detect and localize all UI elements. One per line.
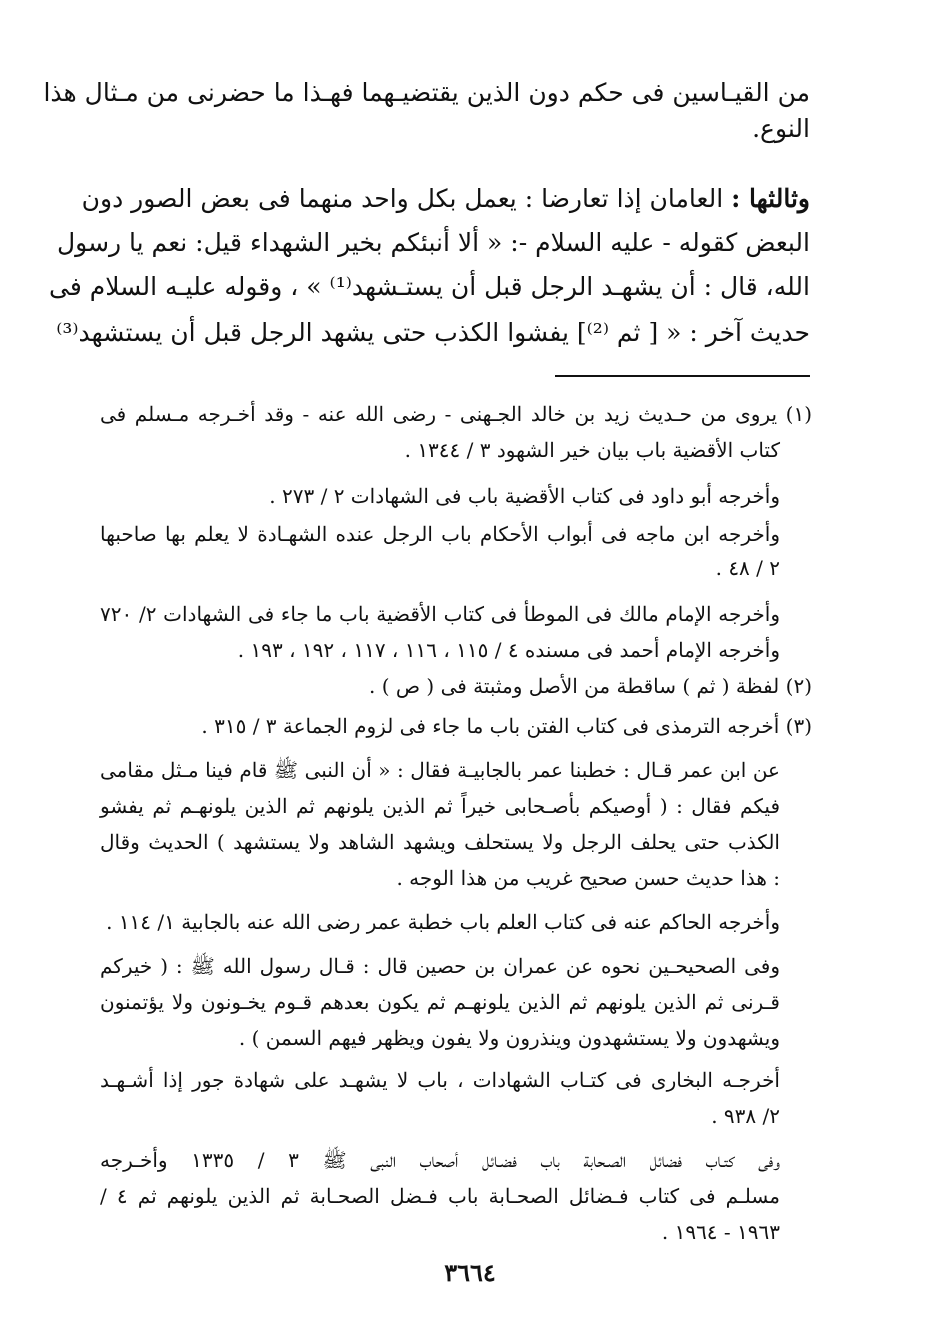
footnote-line-19: ٢/ ٩٣٨ . bbox=[711, 1104, 780, 1128]
footnote-line-2: كتاب الأقضية باب بيان خير الشهود ٣ / ١٣٤٤ . bbox=[404, 438, 780, 462]
footnote-line-1: (١) يروى من حـديث زيد بن خالد الجـهنى - رضى الله عنه - وقد أخـرجه مـسلم فى bbox=[100, 402, 812, 426]
footnote-line-13: : هذا حديث حسن صحيح غريب من هذا الوجه . bbox=[396, 866, 780, 890]
footnote-separator bbox=[555, 375, 810, 377]
footnote-line-7: وأخرجه الإمام أحمد فى مسنده ٤ / ١١٥ ، ١١٦ ، ١١٧ ، ١٩٢ ، ١٩٣ . bbox=[237, 638, 780, 662]
page-number: ٣٦٦٤ bbox=[444, 1258, 496, 1287]
main-line-2: النوع. bbox=[752, 114, 810, 143]
footnote-line-5: ٢ / ٤٨ . bbox=[715, 556, 780, 580]
footnote-line-6: وأخرجه الإمام مالك فى الموطأ فى كتاب الأقضية باب ما جاء فى الشهادات ٢/ ٧٢٠ bbox=[100, 602, 780, 626]
footnote-line-15: وفى الصحيحـين نحوه عن عمران بن حصين قال : قـال رسول الله ﷺ : ( خيركم bbox=[100, 954, 780, 978]
footnote-line-9: (٣) أخرجه الترمذى فى كتاب الفتن باب ما جاء فى لزوم الجماعة ٣ / ٣١٥ . bbox=[201, 714, 812, 738]
footnote-line-14: وأخرجه الحاكم عنه فى كتاب العلم باب خطبة عمر رضى الله عنه بالجابية ١/ ١١٤ . bbox=[106, 910, 780, 934]
footnote-line-18: أخرجـه البخارى فى كتـاب الشهادات ، باب لا يشهـد على شهادة جور إذا أشـهـد bbox=[100, 1068, 780, 1092]
section-label-third: وثالثها : bbox=[731, 184, 810, 213]
footnote-line-8: (٢) لفظة ( ثم ) ساقطة من الأصل ومثبتة فى ( ص ) . bbox=[369, 674, 812, 698]
main-line-3 bbox=[81, 182, 810, 216]
main-line-5: الله، قال : أن يشهـد الرجل قبل أن يستـشهد⁽¹⁾ » ، وقوله عليـه السلام فى bbox=[49, 272, 810, 301]
main-line-3-text: العامان إذا تعارضا : يعمل بكل واحد منهما فى بعض الصور دون bbox=[81, 184, 724, 213]
main-line-1: من القيـاسين فى حكم دون الذين يقتضيـهما فهـذا ما حضرنى من مـثال هذا bbox=[43, 78, 810, 107]
footnote-line-10: عن ابن عمر قـال : خطبنا عمر بالجابيـة فقال : « أن النبى ﷺ قام فينا مـثل مقامى bbox=[100, 758, 780, 782]
main-line-4: البعض كقوله - عليه السلام -: « ألا أنبئكم بخير الشهداء قيل: نعم يا رسول bbox=[56, 228, 810, 257]
footnote-line-11: فيكم فقال : ( أوصيكم بأصـحابى خيراً ثم الذين يلونهم ثم الذين يلونهـم ثم يفشو bbox=[100, 794, 780, 818]
footnote-line-17: ويشهدون ولا يستشهدون وينذرون ولا يفون ويظهر فيهم السمن ) . bbox=[238, 1026, 780, 1050]
footnote-line-4: وأخرجه ابن ماجه فى أبواب الأحكام باب الرجل عنده الشهـادة لا يعلم بها صاحبها bbox=[100, 522, 780, 546]
main-line-6: حديث آخر : « [ ثم ⁽²⁾] يفشوا الكذب حتى يشهد الرجل قبل أن يستشهد⁽³⁾ bbox=[56, 318, 810, 347]
footnote-line-20: وفى كتـاب فضائل الصـحابة باب فضـائل أصحاب النبى ﷺ ٣ / ١٣٣٥ وأخـرجه bbox=[100, 1148, 781, 1172]
footnote-line-22: ١٩٦٣ - ١٩٦٤ . bbox=[661, 1220, 780, 1244]
footnote-line-21: مسلـم فى كتاب فـضائل الصحـابة باب فـضل الصحـابة ثم الذين يلونهم ثم ٤ / bbox=[100, 1184, 780, 1208]
footnote-line-16: قـرنى ثم الذين يلونهم ثم الذين يلونهـم ثم يكون بعدهم قـوم يخـونون ولا يؤتمنون bbox=[100, 990, 780, 1014]
footnote-line-3: وأخرجه أبو داود فى كتاب الأقضية باب فى الشهادات ٢ / ٢٧٣ . bbox=[269, 484, 780, 508]
footnote-line-12: الكذب حتى يحلف الرجل ولا يستحلف ويشهد الشاهد ولا يستشهد ) الحديث وقال bbox=[100, 830, 780, 854]
